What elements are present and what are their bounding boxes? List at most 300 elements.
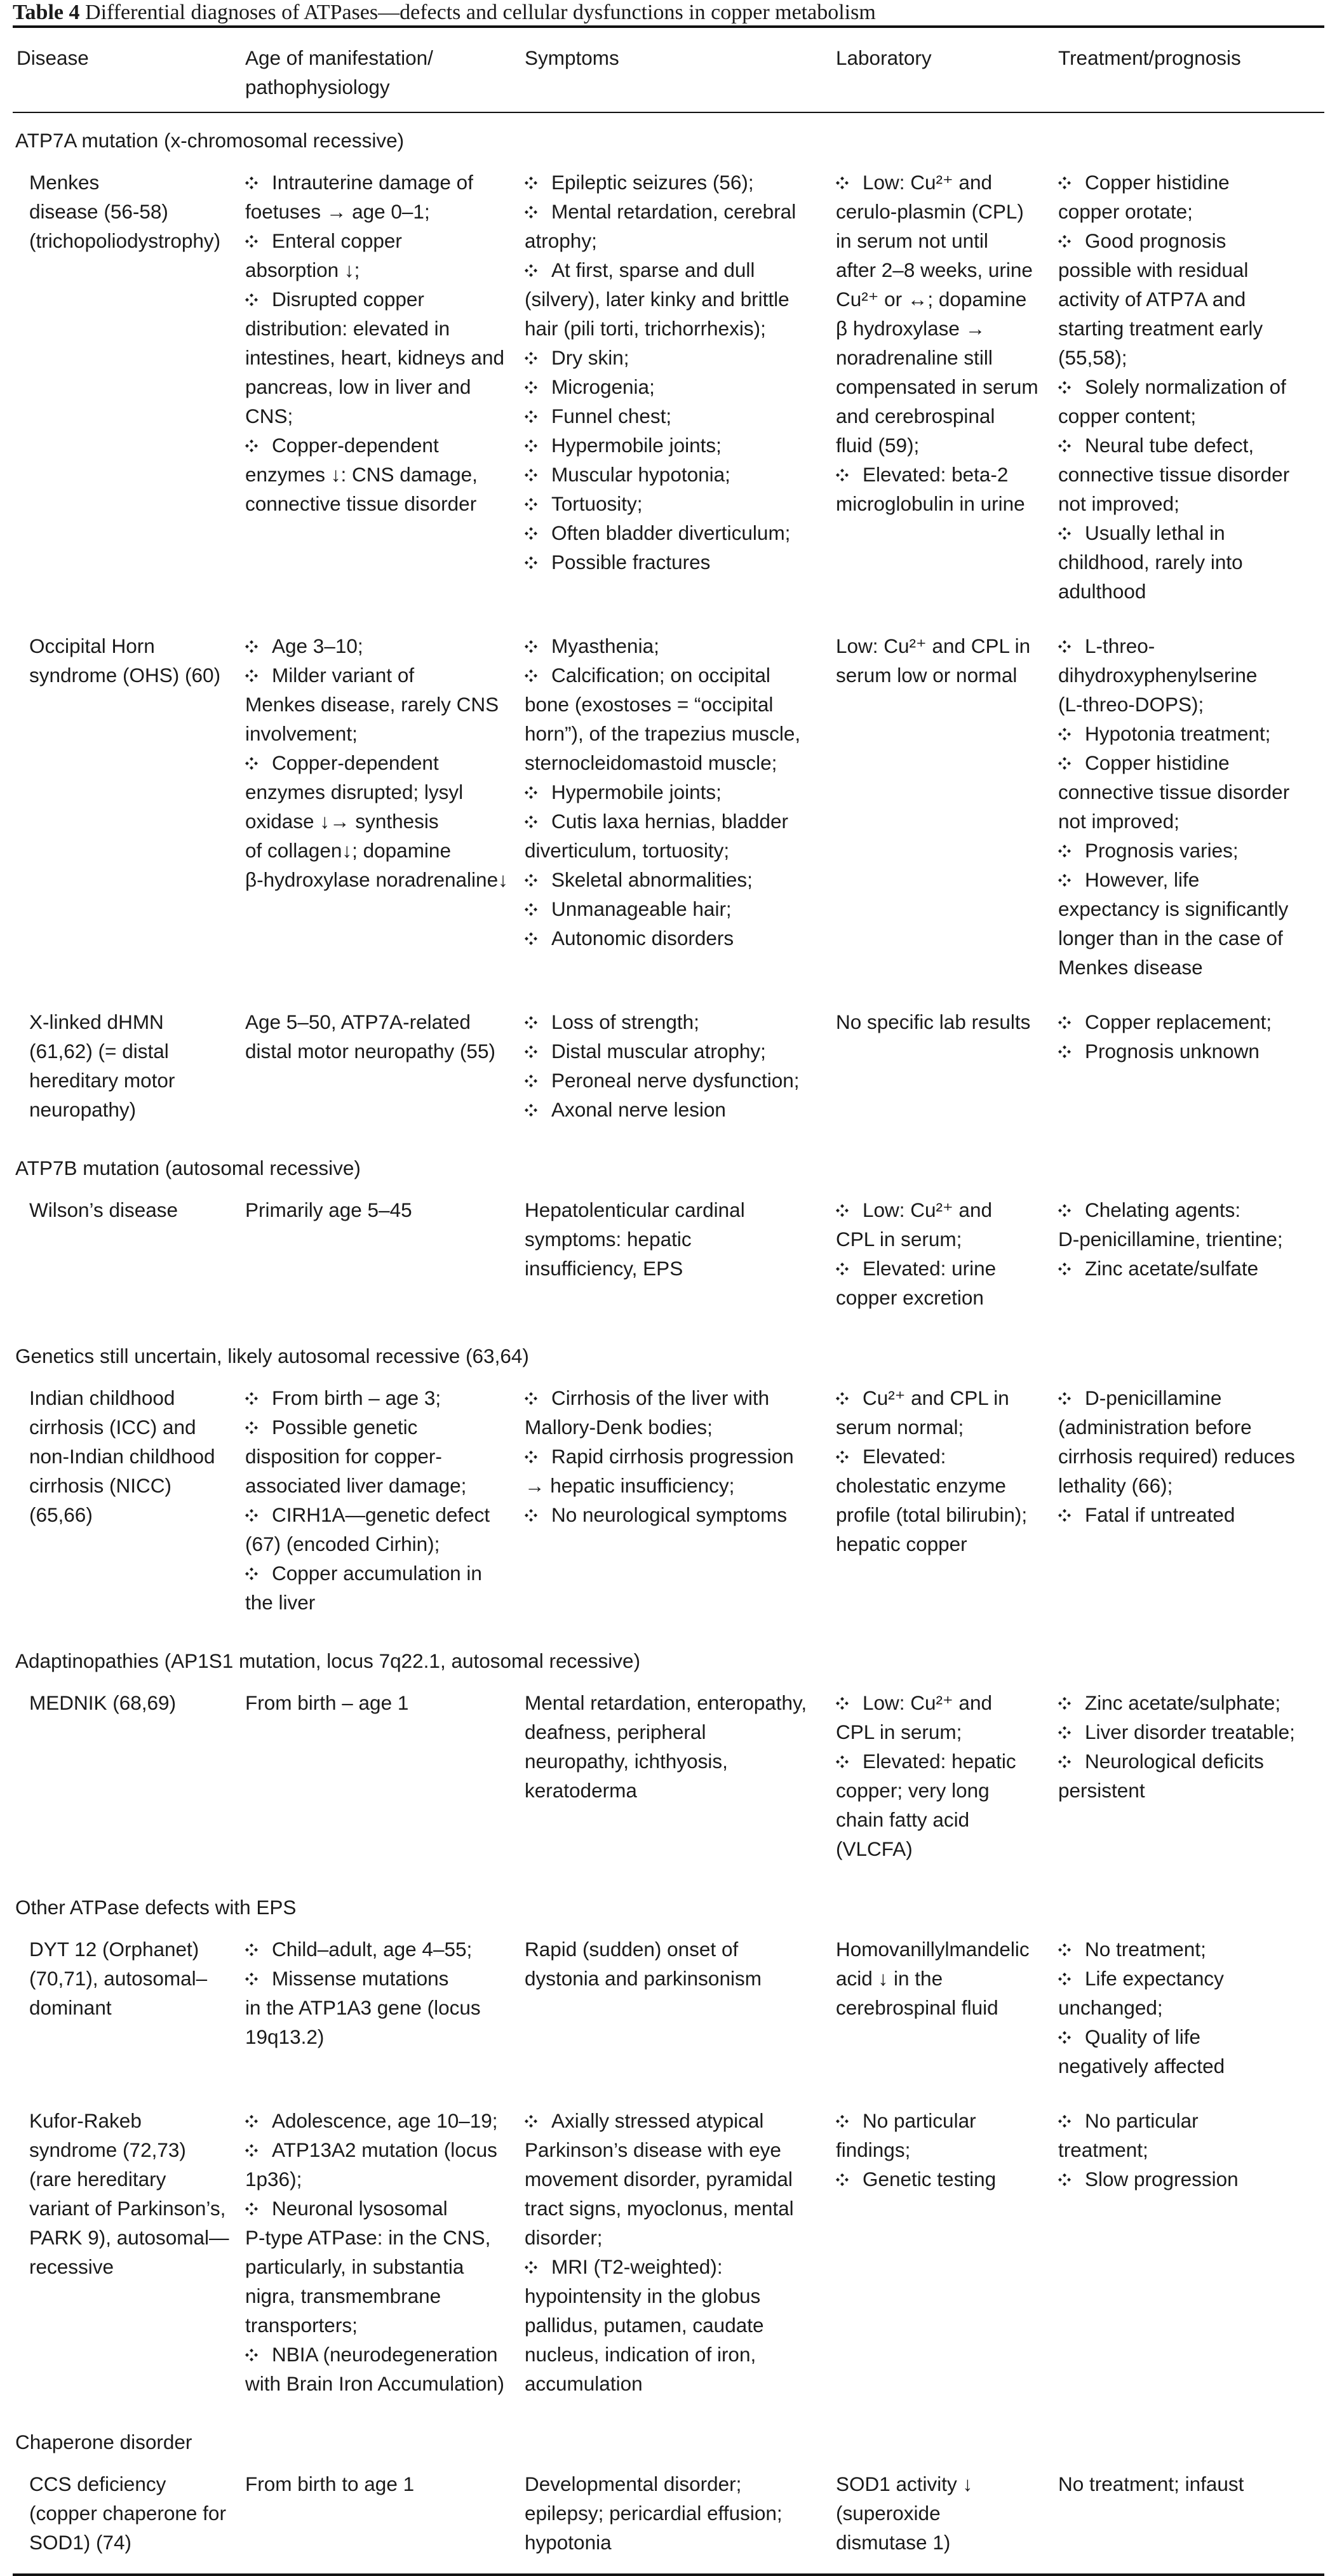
cell-text: Axonal nerve lesion bbox=[551, 1098, 726, 1121]
cell-text: Myasthenia; bbox=[551, 634, 659, 657]
cell-line bbox=[836, 1747, 1051, 1776]
cell-line bbox=[525, 401, 828, 431]
four-diamond-bullet-icon bbox=[1058, 1509, 1071, 1522]
cell-line bbox=[1058, 1688, 1320, 1717]
four-diamond-bullet-icon bbox=[245, 1421, 258, 1434]
four-diamond-bullet-icon bbox=[525, 1451, 537, 1463]
cell-text: Elevated: bbox=[863, 1445, 946, 1468]
cell-text: P-type ATPase: in the CNS, bbox=[245, 2226, 491, 2249]
cell-line bbox=[836, 226, 1051, 255]
cell-line bbox=[1058, 255, 1320, 285]
cell-text: Hepatolenticular cardinal bbox=[525, 1198, 745, 1221]
cell-line bbox=[836, 2106, 1051, 2135]
four-diamond-bullet-icon bbox=[525, 498, 537, 511]
cell-line bbox=[245, 1529, 517, 1559]
four-diamond-bullet-icon bbox=[525, 1075, 537, 1087]
cell-text: cholestatic enzyme bbox=[836, 1474, 1006, 1497]
symptoms-cell bbox=[521, 159, 832, 622]
cell-line bbox=[525, 226, 828, 255]
cell-text: accumulation bbox=[525, 2372, 643, 2395]
cell-line bbox=[29, 631, 238, 661]
cell-line bbox=[836, 2135, 1051, 2164]
cell-line bbox=[245, 168, 517, 197]
cell-text: Child–adult, age 4–55; bbox=[272, 1938, 473, 1961]
four-diamond-bullet-icon bbox=[245, 235, 258, 248]
cell-line bbox=[1058, 748, 1320, 777]
section-heading: Genetics still uncertain, likely autosomal recessive (63,64) bbox=[15, 1345, 529, 1367]
section-heading: Adaptinopathies (AP1S1 mutation, locus 7q22.1, autosomal recessive) bbox=[15, 1649, 641, 1672]
cell-text: expectancy is significantly bbox=[1058, 897, 1289, 920]
four-diamond-bullet-icon bbox=[245, 1509, 258, 1522]
cell-line bbox=[29, 2499, 238, 2528]
four-diamond-bullet-icon bbox=[245, 439, 258, 452]
cell-text: Loss of strength; bbox=[551, 1010, 699, 1033]
four-diamond-bullet-icon bbox=[525, 206, 537, 218]
cell-line bbox=[836, 2528, 1051, 2557]
cell-text: PARK 9), autosomal— bbox=[29, 2226, 229, 2249]
cell-text: Parkinson’s disease with eye bbox=[525, 2138, 781, 2161]
four-diamond-bullet-icon bbox=[245, 2203, 258, 2215]
cell-text: (administration before bbox=[1058, 1416, 1252, 1439]
four-diamond-bullet-icon bbox=[525, 2261, 537, 2274]
cell-line bbox=[525, 719, 828, 748]
cell-line bbox=[1058, 1383, 1320, 1412]
cell-line bbox=[836, 285, 1051, 314]
cell-line bbox=[245, 2469, 517, 2499]
four-diamond-bullet-icon bbox=[525, 410, 537, 423]
cell-text: Copper histidine bbox=[1085, 751, 1230, 774]
cell-text: No particular bbox=[1085, 2109, 1199, 2132]
four-diamond-bullet-icon bbox=[245, 757, 258, 770]
cell-text: Cu²⁺ or ↔; dopamine bbox=[836, 288, 1027, 311]
cell-text: distribution: elevated in bbox=[245, 317, 450, 340]
cell-text: β-hydroxylase noradrenaline↓ bbox=[245, 868, 508, 891]
cell-line bbox=[245, 719, 517, 748]
cell-line bbox=[245, 2340, 517, 2369]
cell-text: hepatic copper bbox=[836, 1533, 967, 1555]
cell-line bbox=[1058, 2051, 1320, 2081]
cell-line bbox=[1058, 197, 1320, 226]
cell-text: Quality of life bbox=[1085, 2025, 1201, 2048]
cell-line bbox=[1058, 923, 1320, 953]
cell-text: NBIA (neurodegeneration bbox=[272, 2343, 498, 2366]
cell-text: connective tissue disorder bbox=[245, 492, 477, 515]
cell-text: CPL in serum; bbox=[836, 1228, 962, 1251]
four-diamond-bullet-icon bbox=[1058, 177, 1071, 189]
cell-line bbox=[1058, 807, 1320, 836]
four-diamond-bullet-icon bbox=[1058, 728, 1071, 741]
cell-line bbox=[1058, 577, 1320, 606]
table-row bbox=[13, 2460, 1324, 2573]
cell-text: connective tissue disorder bbox=[1058, 463, 1290, 486]
cell-line bbox=[1058, 1717, 1320, 1747]
four-diamond-bullet-icon bbox=[525, 640, 537, 653]
four-diamond-bullet-icon bbox=[1058, 2115, 1071, 2128]
cell-text: cirrhosis required) reduces bbox=[1058, 1445, 1295, 1468]
laboratory-cell bbox=[832, 1926, 1054, 2097]
four-diamond-bullet-icon bbox=[525, 1016, 537, 1029]
cell-text: Distal muscular atrophy; bbox=[551, 1040, 766, 1063]
cell-line bbox=[836, 314, 1051, 343]
four-diamond-bullet-icon bbox=[836, 1204, 849, 1217]
cell-text: Menkes bbox=[29, 171, 100, 194]
four-diamond-bullet-icon bbox=[836, 1451, 849, 1463]
cell-text: Disrupted copper bbox=[272, 288, 424, 311]
cell-text: dominant bbox=[29, 1996, 112, 2019]
cell-text: L-threo- bbox=[1085, 634, 1155, 657]
cell-line bbox=[245, 2223, 517, 2252]
cell-line bbox=[245, 372, 517, 401]
cell-text: Hypotonia treatment; bbox=[1085, 722, 1271, 745]
cell-line bbox=[525, 2194, 828, 2223]
cell-line bbox=[1058, 777, 1320, 807]
cell-text: disposition for copper- bbox=[245, 1445, 442, 1468]
cell-line bbox=[245, 1007, 517, 1036]
cell-line bbox=[245, 2106, 517, 2135]
cell-text: Neurological deficits bbox=[1085, 1750, 1264, 1773]
cell-line bbox=[1058, 285, 1320, 314]
cell-text: Cu²⁺ and CPL in bbox=[863, 1386, 1009, 1409]
header-treatment-prognosis: Treatment/prognosis bbox=[1058, 46, 1241, 69]
four-diamond-bullet-icon bbox=[836, 1697, 849, 1710]
cell-line bbox=[525, 2164, 828, 2194]
cell-line bbox=[836, 631, 1051, 661]
diagnoses-table bbox=[13, 28, 1324, 2573]
cell-text: profile (total bilirubin); bbox=[836, 1503, 1028, 1526]
cell-text: (67) (encoded Cirhin); bbox=[245, 1533, 440, 1555]
treatment-prognosis-cell bbox=[1054, 1679, 1324, 1880]
cell-text: connective tissue disorder bbox=[1058, 781, 1290, 803]
cell-line bbox=[525, 197, 828, 226]
cell-text: with Brain Iron Accumulation) bbox=[245, 2372, 504, 2395]
four-diamond-bullet-icon bbox=[245, 640, 258, 653]
cell-text: At first, sparse and dull bbox=[551, 258, 755, 281]
cell-text: noradrenaline still bbox=[836, 346, 993, 369]
cell-text: hair (pili torti, trichorrhexis); bbox=[525, 317, 766, 340]
treatment-prognosis-cell bbox=[1054, 1186, 1324, 1329]
cell-line bbox=[525, 1500, 828, 1529]
cell-text: keratoderma bbox=[525, 1779, 637, 1802]
four-diamond-bullet-icon bbox=[525, 352, 537, 365]
cell-line bbox=[525, 1964, 828, 1993]
four-diamond-bullet-icon bbox=[1058, 381, 1071, 394]
disease-cell bbox=[13, 622, 241, 998]
cell-line bbox=[29, 197, 238, 226]
section-row bbox=[13, 2415, 1324, 2460]
four-diamond-bullet-icon bbox=[1058, 1755, 1071, 1768]
cell-text: Fatal if untreated bbox=[1085, 1503, 1235, 1526]
cell-line bbox=[29, 1007, 238, 1036]
four-diamond-bullet-icon bbox=[1058, 439, 1071, 452]
cell-text: nucleus, indication of iron, bbox=[525, 2343, 756, 2366]
cell-text: Funnel chest; bbox=[551, 405, 672, 427]
cell-line bbox=[836, 401, 1051, 431]
disease-cell bbox=[13, 1186, 241, 1329]
cell-line bbox=[836, 255, 1051, 285]
four-diamond-bullet-icon bbox=[525, 669, 537, 682]
cell-text: not improved; bbox=[1058, 492, 1179, 515]
cell-line bbox=[525, 2499, 828, 2528]
table-row bbox=[13, 998, 1324, 1141]
cell-text: No treatment; bbox=[1085, 1938, 1206, 1961]
cell-text: However, life bbox=[1085, 868, 1200, 891]
cell-line bbox=[525, 255, 828, 285]
cell-text: Calcification; on occipital bbox=[551, 664, 770, 687]
cell-text: (61,62) (= distal bbox=[29, 1040, 169, 1063]
cell-text: possible with residual bbox=[1058, 258, 1249, 281]
four-diamond-bullet-icon bbox=[836, 1263, 849, 1275]
age-pathophysiology-cell bbox=[241, 622, 521, 998]
cell-line bbox=[245, 460, 517, 489]
four-diamond-bullet-icon bbox=[245, 2144, 258, 2157]
cell-text: of collagen↓; dopamine bbox=[245, 839, 451, 862]
cell-text: Mental retardation, enteropathy, bbox=[525, 1691, 807, 1714]
cell-line bbox=[245, 1500, 517, 1529]
section-row bbox=[13, 1880, 1324, 1926]
cell-line bbox=[245, 1036, 517, 1066]
cell-text: SOD1) (74) bbox=[29, 2531, 132, 2554]
cell-line bbox=[525, 748, 828, 777]
cell-line bbox=[525, 1442, 828, 1471]
cell-text: associated liver damage; bbox=[245, 1474, 467, 1497]
cell-text: Unmanageable hair; bbox=[551, 897, 732, 920]
cell-text: Copper-dependent bbox=[272, 751, 439, 774]
cell-line bbox=[29, 1095, 238, 1124]
cell-text: cerebrospinal fluid bbox=[836, 1996, 998, 2019]
treatment-prognosis-cell bbox=[1054, 1926, 1324, 2097]
cell-line bbox=[836, 661, 1051, 690]
cell-line bbox=[836, 1805, 1051, 1834]
cell-text: Good prognosis bbox=[1085, 229, 1226, 252]
cell-text: Menkes disease, rarely CNS bbox=[245, 693, 499, 716]
section-row bbox=[13, 1633, 1324, 1679]
cell-text: disorder; bbox=[525, 2226, 603, 2249]
cell-line bbox=[525, 547, 828, 577]
cell-text: variant of Parkinson’s, bbox=[29, 2197, 226, 2220]
cell-text: Milder variant of bbox=[272, 664, 415, 687]
four-diamond-bullet-icon bbox=[525, 264, 537, 277]
cell-text: CPL in serum; bbox=[836, 1721, 962, 1743]
cell-line bbox=[1058, 1195, 1320, 1224]
cell-text: Possible genetic bbox=[272, 1416, 418, 1439]
cell-text: transporters; bbox=[245, 2314, 358, 2337]
cell-text: Intrauterine damage of bbox=[272, 171, 473, 194]
four-diamond-bullet-icon bbox=[1058, 2031, 1071, 2044]
cell-line bbox=[245, 343, 517, 372]
table-row bbox=[13, 2097, 1324, 2415]
cell-text: (55,58); bbox=[1058, 346, 1127, 369]
cell-text: longer than in the case of bbox=[1058, 927, 1283, 949]
four-diamond-bullet-icon bbox=[245, 1567, 258, 1580]
cell-line bbox=[245, 1383, 517, 1412]
four-diamond-bullet-icon bbox=[1058, 1016, 1071, 1029]
four-diamond-bullet-icon bbox=[1058, 1697, 1071, 1710]
cell-line bbox=[836, 343, 1051, 372]
cell-text: adulthood bbox=[1058, 580, 1146, 603]
cell-line bbox=[1058, 719, 1320, 748]
four-diamond-bullet-icon bbox=[1058, 1726, 1071, 1739]
four-diamond-bullet-icon bbox=[245, 1392, 258, 1405]
cell-line bbox=[245, 431, 517, 460]
cell-text: Age 5–50, ATP7A-related bbox=[245, 1010, 471, 1033]
cell-line bbox=[29, 2469, 238, 2499]
cell-text: MEDNIK (68,69) bbox=[29, 1691, 177, 1714]
cell-text: Often bladder diverticulum; bbox=[551, 521, 791, 544]
cell-text: deafness, peripheral bbox=[525, 1721, 706, 1743]
cell-line bbox=[525, 1747, 828, 1776]
cell-line bbox=[525, 807, 828, 836]
table-row bbox=[13, 1926, 1324, 2097]
cell-line bbox=[525, 343, 828, 372]
cell-text: non-Indian childhood bbox=[29, 1445, 215, 1468]
cell-line bbox=[29, 2135, 238, 2164]
cell-text: Skeletal abnormalities; bbox=[551, 868, 753, 891]
cell-text: copper excretion bbox=[836, 1286, 984, 1309]
cell-text: DYT 12 (Orphanet) bbox=[29, 1938, 199, 1961]
cell-line bbox=[245, 865, 517, 894]
cell-line bbox=[836, 1383, 1051, 1412]
cell-line bbox=[1058, 460, 1320, 489]
cell-line bbox=[836, 1412, 1051, 1442]
cell-text: Primarily age 5–45 bbox=[245, 1198, 412, 1221]
table-body bbox=[13, 113, 1324, 2573]
table-row bbox=[13, 1374, 1324, 1633]
section-row bbox=[13, 1329, 1324, 1374]
age-pathophysiology-cell bbox=[241, 1374, 521, 1633]
cell-line bbox=[836, 1224, 1051, 1254]
cell-line bbox=[245, 2369, 517, 2398]
cell-text: movement disorder, pyramidal bbox=[525, 2168, 793, 2190]
section-heading: ATP7A mutation (x-chromosomal recessive) bbox=[15, 129, 405, 152]
cell-line bbox=[245, 226, 517, 255]
cell-text: foetuses → age 0–1; bbox=[245, 200, 430, 223]
age-pathophysiology-cell bbox=[241, 1186, 521, 1329]
symptoms-cell bbox=[521, 998, 832, 1141]
cell-line bbox=[245, 2164, 517, 2194]
cell-line bbox=[245, 2311, 517, 2340]
cell-line bbox=[1058, 836, 1320, 865]
four-diamond-bullet-icon bbox=[1058, 1973, 1071, 1985]
cell-text: Prognosis unknown bbox=[1085, 1040, 1260, 1063]
laboratory-cell bbox=[832, 622, 1054, 998]
cell-text: atrophy; bbox=[525, 229, 597, 252]
cell-line bbox=[245, 1471, 517, 1500]
four-diamond-bullet-icon bbox=[836, 2173, 849, 2186]
section-heading: Other ATPase defects with EPS bbox=[15, 1896, 297, 1919]
cell-line bbox=[29, 1688, 238, 1717]
cell-text: enzymes disrupted; lysyl bbox=[245, 781, 464, 803]
cell-text: Missense mutations bbox=[272, 1967, 449, 1990]
cell-line bbox=[245, 489, 517, 518]
cell-line bbox=[836, 431, 1051, 460]
cell-line bbox=[836, 1283, 1051, 1312]
cell-text: recessive bbox=[29, 2255, 114, 2278]
treatment-prognosis-cell bbox=[1054, 159, 1324, 622]
four-diamond-bullet-icon bbox=[1058, 1204, 1071, 1217]
cell-text: Rapid (sudden) onset of bbox=[525, 1938, 739, 1961]
cell-text: CNS; bbox=[245, 405, 293, 427]
cell-line bbox=[29, 2164, 238, 2194]
cell-line bbox=[525, 2106, 828, 2135]
cell-text: (superoxide bbox=[836, 2502, 941, 2525]
cell-line bbox=[245, 690, 517, 719]
cell-text: Low: Cu²⁺ and CPL in bbox=[836, 634, 1031, 657]
cell-text: Chelating agents: bbox=[1085, 1198, 1241, 1221]
cell-text: Epileptic seizures (56); bbox=[551, 171, 754, 194]
cell-line bbox=[1058, 401, 1320, 431]
cell-text: Hypermobile joints; bbox=[551, 781, 722, 803]
cell-line bbox=[836, 1688, 1051, 1717]
cell-line bbox=[836, 1776, 1051, 1805]
cell-line bbox=[1058, 1224, 1320, 1254]
cell-text: CIRH1A—genetic defect bbox=[272, 1503, 490, 1526]
cell-text: D-penicillamine bbox=[1085, 1386, 1222, 1409]
cell-text: findings; bbox=[836, 2138, 911, 2161]
cell-line bbox=[525, 1717, 828, 1747]
cell-line bbox=[245, 2135, 517, 2164]
cell-text: → hepatic insufficiency; bbox=[525, 1474, 735, 1497]
cell-line bbox=[29, 2252, 238, 2281]
cell-text: No particular bbox=[863, 2109, 976, 2132]
cell-line bbox=[525, 2281, 828, 2311]
cell-text: copper orotate; bbox=[1058, 200, 1193, 223]
four-diamond-bullet-icon bbox=[1058, 1392, 1071, 1405]
cell-text: From birth – age 3; bbox=[272, 1386, 441, 1409]
cell-text: Low: Cu²⁺ and bbox=[863, 1198, 992, 1221]
cell-line bbox=[836, 372, 1051, 401]
cell-text: not improved; bbox=[1058, 810, 1179, 833]
cell-text: (silvery), later kinky and brittle bbox=[525, 288, 789, 311]
cell-text: childhood, rarely into bbox=[1058, 551, 1243, 574]
cell-text: copper content; bbox=[1058, 405, 1197, 427]
cell-line bbox=[525, 777, 828, 807]
cell-line bbox=[29, 1964, 238, 1993]
cell-line bbox=[1058, 2469, 1320, 2499]
cell-text: particularly, in substantia bbox=[245, 2255, 464, 2278]
cell-line bbox=[836, 1471, 1051, 1500]
cell-line bbox=[29, 2223, 238, 2252]
cell-line bbox=[1058, 168, 1320, 197]
cell-line bbox=[29, 1036, 238, 1066]
age-pathophysiology-cell bbox=[241, 2097, 521, 2415]
cell-text: Dry skin; bbox=[551, 346, 629, 369]
laboratory-cell bbox=[832, 1679, 1054, 1880]
cell-line bbox=[836, 168, 1051, 197]
laboratory-cell bbox=[832, 2097, 1054, 2415]
cell-line bbox=[29, 2528, 238, 2557]
cell-text: neuropathy) bbox=[29, 1098, 137, 1121]
cell-text: (70,71), autosomal– bbox=[29, 1967, 208, 1990]
cell-line bbox=[1058, 2164, 1320, 2194]
cell-line bbox=[29, 1935, 238, 1964]
cell-text: MRI (T2-weighted): bbox=[551, 2255, 723, 2278]
symptoms-cell bbox=[521, 2460, 832, 2573]
cell-text: Elevated: urine bbox=[863, 1257, 997, 1280]
cell-text: Slow progression bbox=[1085, 2168, 1239, 2190]
cell-line bbox=[525, 431, 828, 460]
cell-text: Possible fractures bbox=[551, 551, 711, 574]
four-diamond-bullet-icon bbox=[525, 469, 537, 481]
four-diamond-bullet-icon bbox=[245, 1973, 258, 1985]
cell-line bbox=[245, 748, 517, 777]
cell-text: acid ↓ in the bbox=[836, 1967, 943, 1990]
cell-text: horn”), of the trapezius muscle, bbox=[525, 722, 801, 745]
cell-line bbox=[29, 1993, 238, 2022]
four-diamond-bullet-icon bbox=[1058, 874, 1071, 887]
section-row bbox=[13, 1141, 1324, 1186]
cell-line bbox=[525, 168, 828, 197]
cell-text: 19q13.2) bbox=[245, 2025, 325, 2048]
